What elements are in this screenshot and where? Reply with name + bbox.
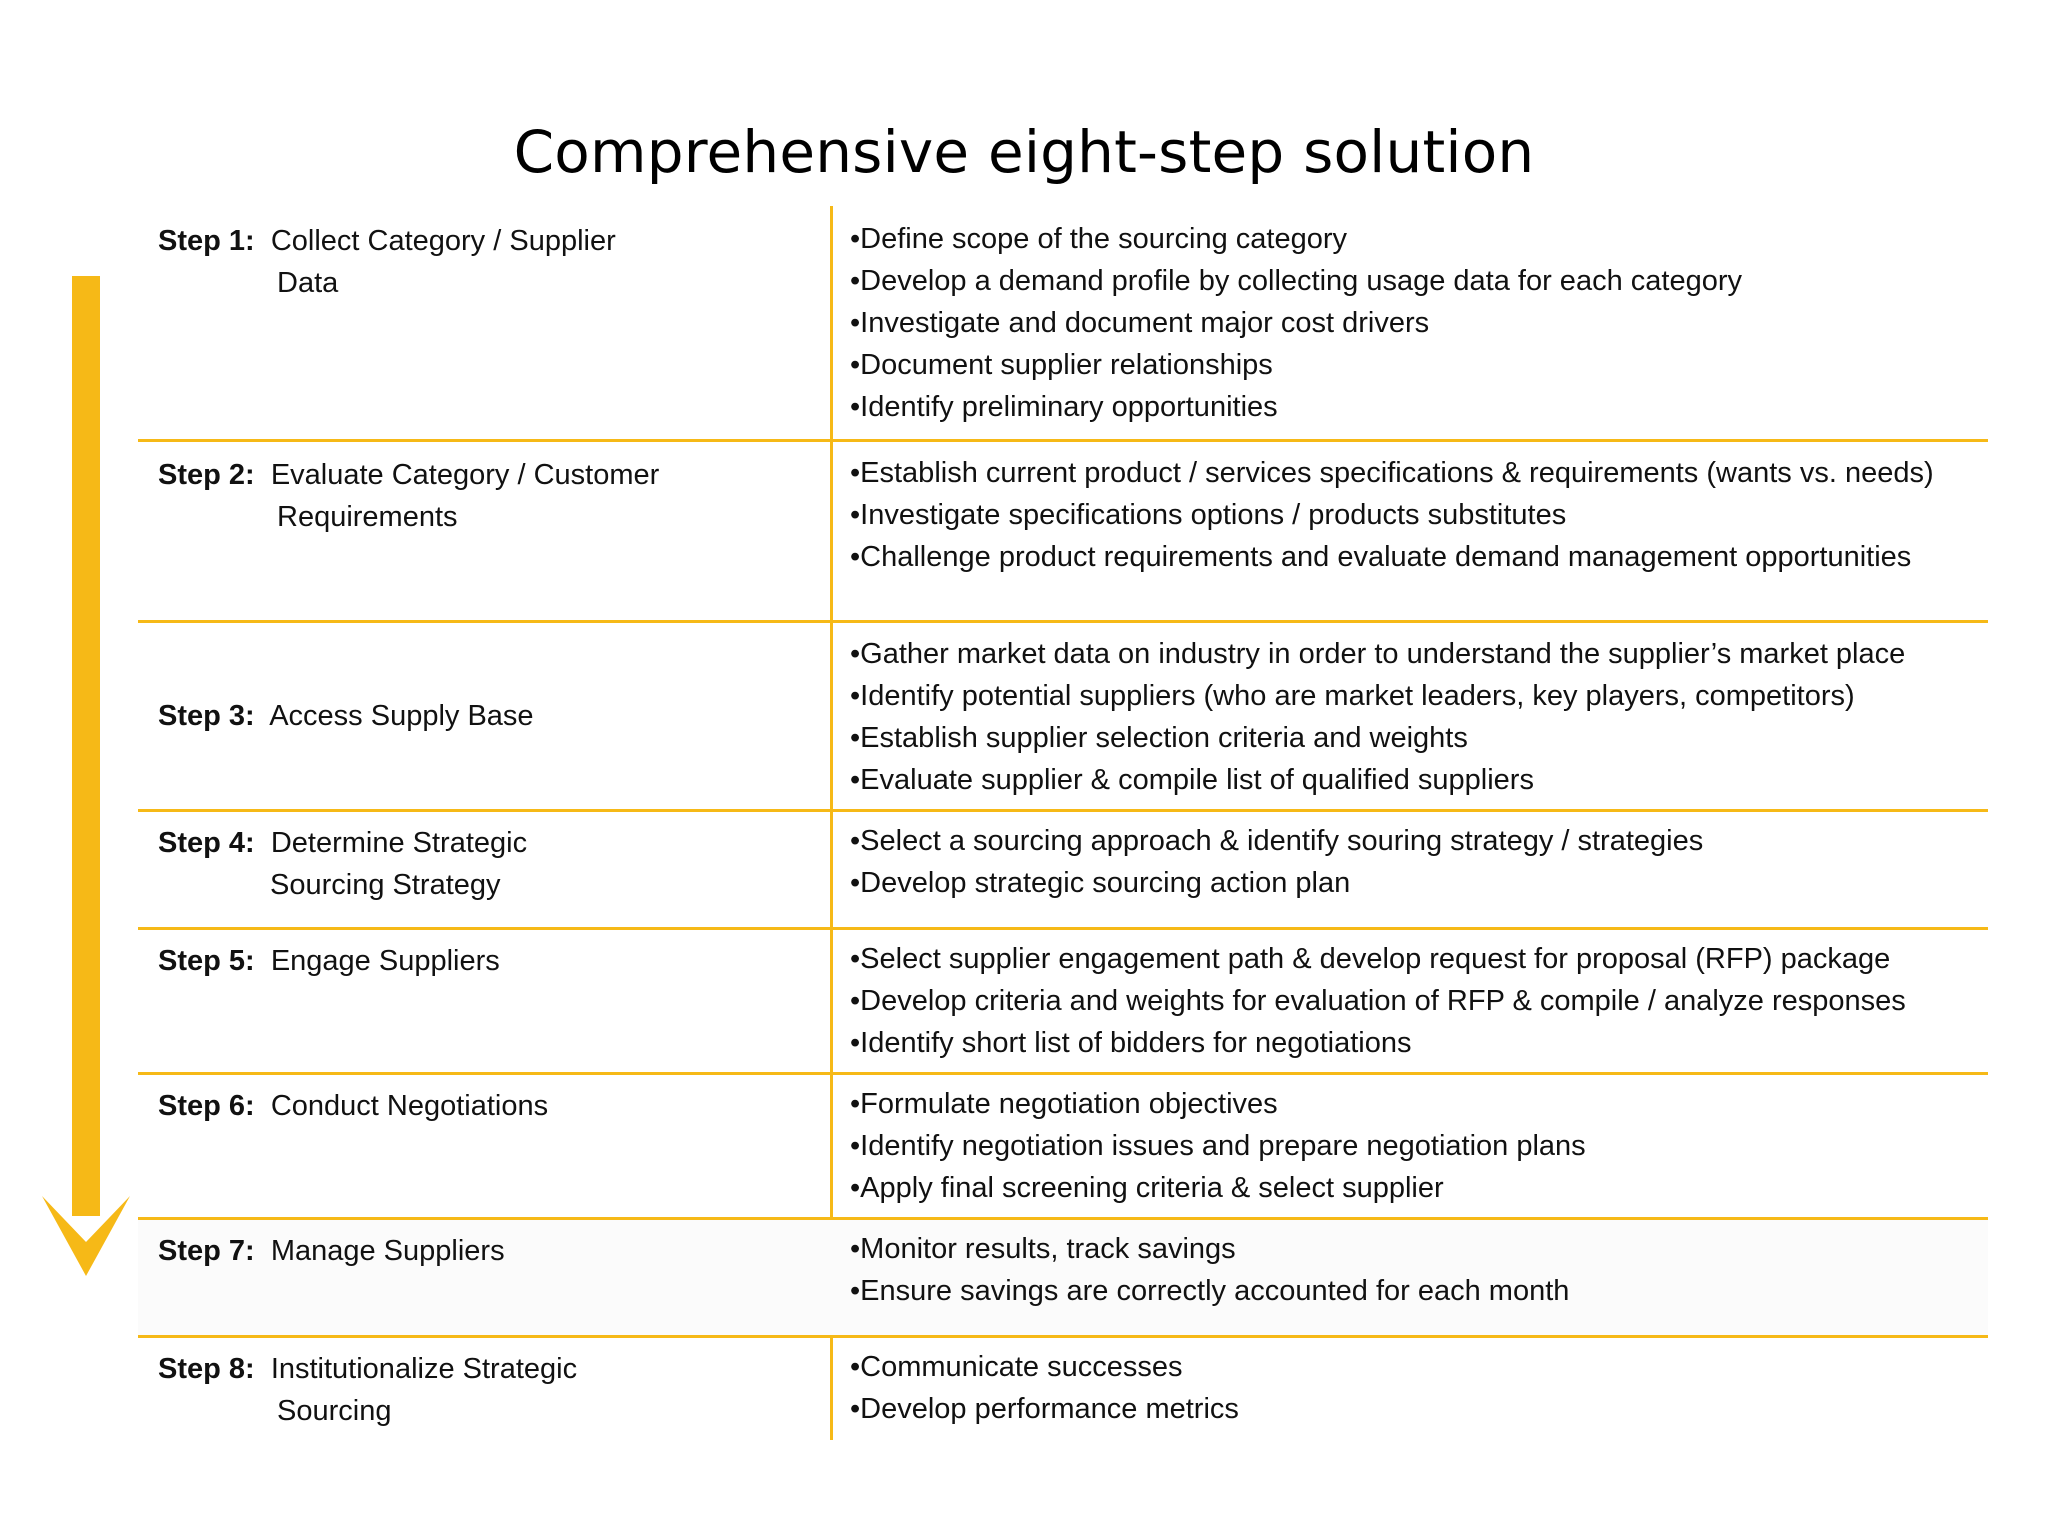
step-label: Step 4: xyxy=(158,827,255,859)
step-bullets xyxy=(850,1346,1980,1430)
steps-table xyxy=(138,206,1988,1440)
step-label: Step 3: xyxy=(158,700,255,732)
step-bullets xyxy=(850,938,1980,1064)
step-bullets xyxy=(850,1083,1980,1209)
list-item: • Document supplier relationships xyxy=(850,344,1980,386)
step-label: Step 6: xyxy=(158,1090,255,1122)
list-item: • Identify potential suppliers (who are market leaders, key players, competitors) xyxy=(850,675,1980,717)
arrow-shaft xyxy=(72,276,100,1216)
list-item: • Establish current product / services specifications & requirements (wants vs. needs) xyxy=(850,452,1980,494)
step-row-1 xyxy=(138,206,1988,442)
list-item: • Establish supplier selection criteria and weights xyxy=(850,717,1980,759)
process-arrow-icon xyxy=(42,276,132,1276)
step-bullets xyxy=(850,218,1980,428)
step-bullets xyxy=(850,452,1980,578)
step-title: Conduct Negotiations xyxy=(270,1090,549,1122)
step-title: Engage Suppliers xyxy=(270,945,500,977)
step-heading xyxy=(158,454,808,538)
step-bullets xyxy=(850,633,1980,801)
step-title: Evaluate Category / Customer Requirements xyxy=(270,459,660,533)
step-label: Step 8: xyxy=(158,1353,255,1385)
step-title: Access Supply Base xyxy=(269,700,534,732)
list-item: • Develop performance metrics xyxy=(850,1388,1980,1430)
list-item: • Investigate specifications options / products substitutes xyxy=(850,494,1980,536)
step-label: Step 7: xyxy=(158,1235,255,1267)
list-item: • Select a sourcing approach & identify souring strategy / strategies xyxy=(850,820,1980,862)
list-item: • Communicate successes xyxy=(850,1346,1980,1388)
step-label: Step 1: xyxy=(158,225,255,257)
list-item: • Identify short list of bidders for negotiations xyxy=(850,1022,1980,1064)
step-row-6 xyxy=(138,1075,1988,1220)
page-title: Comprehensive eight-step solution xyxy=(513,118,1535,186)
step-row-7 xyxy=(138,1220,1988,1338)
step-heading xyxy=(158,1348,808,1432)
step-title: Manage Suppliers xyxy=(270,1235,505,1267)
list-item: • Evaluate supplier & compile list of qualified suppliers xyxy=(850,759,1980,801)
list-item: • Apply final screening criteria & select supplier xyxy=(850,1167,1980,1209)
step-title: Collect Category / Supplier Data xyxy=(270,225,616,299)
step-row-3 xyxy=(138,623,1988,812)
list-item: • Identify negotiation issues and prepare negotiation plans xyxy=(850,1125,1980,1167)
step-row-4 xyxy=(138,812,1988,930)
list-item: • Develop strategic sourcing action plan xyxy=(850,862,1980,904)
step-bullets xyxy=(850,820,1980,904)
step-row-5 xyxy=(138,930,1988,1075)
step-heading xyxy=(158,220,808,304)
list-item: • Ensure savings are correctly accounted for each month xyxy=(850,1270,1980,1312)
step-heading xyxy=(158,1085,808,1127)
list-item: • Identify preliminary opportunities xyxy=(850,386,1980,428)
step-heading xyxy=(158,1230,808,1272)
step-title: Institutionalize Strategic Sourcing xyxy=(270,1353,578,1427)
step-label: Step 2: xyxy=(158,459,255,491)
list-item: • Develop criteria and weights for evaluation of RFP & compile / analyze responses xyxy=(850,980,1980,1022)
step-label: Step 5: xyxy=(158,945,255,977)
step-heading xyxy=(158,695,808,737)
list-item: • Investigate and document major cost drivers xyxy=(850,302,1980,344)
list-item: • Select supplier engagement path & develop request for proposal (RFP) package xyxy=(850,938,1980,980)
step-row-8 xyxy=(138,1338,1988,1440)
list-item: • Challenge product requirements and evaluate demand management opportunities xyxy=(850,536,1980,578)
step-heading xyxy=(158,822,808,906)
list-item: • Develop a demand profile by collecting usage data for each category xyxy=(850,260,1980,302)
list-item: • Formulate negotiation objectives xyxy=(850,1083,1980,1125)
list-item: • Monitor results, track savings xyxy=(850,1228,1980,1270)
step-row-2 xyxy=(138,442,1988,623)
step-title: Determine Strategic Sourcing Strategy xyxy=(270,827,528,901)
list-item: • Define scope of the sourcing category xyxy=(850,218,1980,260)
list-item: • Gather market data on industry in order to understand the supplier’s market place xyxy=(850,633,1980,675)
step-bullets xyxy=(850,1228,1980,1312)
step-heading xyxy=(158,940,808,982)
